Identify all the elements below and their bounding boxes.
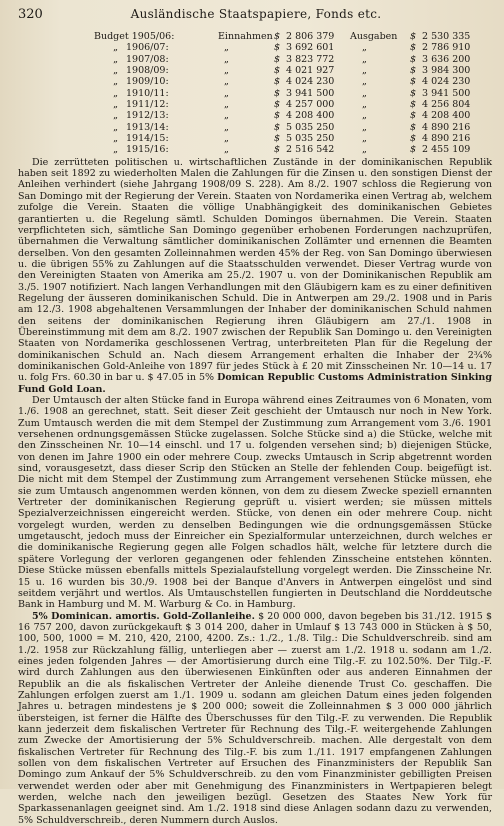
budget-table bbox=[94, 31, 494, 156]
budget-year: 1912/13: bbox=[126, 110, 169, 122]
budget-row bbox=[94, 76, 494, 87]
running-title: Ausländische Staatspapiere, Fonds etc. bbox=[130, 7, 382, 21]
ditto-mark: „ bbox=[113, 121, 118, 133]
budget-row bbox=[94, 144, 494, 155]
ditto-mark: „ bbox=[224, 121, 229, 133]
expenses-value: 4 024 230 bbox=[422, 76, 471, 88]
income-value: 5 035 250 bbox=[286, 133, 335, 145]
budget-row bbox=[94, 99, 494, 110]
expenses-value: 4 256 804 bbox=[422, 99, 471, 111]
body-text bbox=[18, 157, 494, 826]
dollar-sign: $ bbox=[410, 99, 417, 111]
ditto-mark: „ bbox=[224, 76, 229, 88]
dollar-sign: $ bbox=[274, 65, 281, 77]
ditto-mark: „ bbox=[224, 42, 229, 54]
dollar-sign: $ bbox=[274, 31, 281, 42]
ditto-mark: „ bbox=[113, 144, 118, 156]
dollar-sign: $ bbox=[274, 76, 281, 88]
budget-year: 1910/11: bbox=[126, 87, 169, 99]
expenses-value: 2 530 335 bbox=[422, 31, 471, 42]
paragraph-schuldenregelung: Die zerrütteten politischen u. wirtschaftlichen Zustände in der dominikanischen Republik haben seit 1892 zu wiederholten Malen die Zahlungen für die Zinsen u. den sonstigen Dienst der Anleihen verhindert (siehe Jahrgang 1908/09 S. 228). Am 8./2. 1907 schloss die Regierung von San Domingo mit der Regierung der Verein. Staaten von Nordamerika einen Vertrag ab, welchem zufolge die Verein. Staaten die völlige Unabhängigkeit des dominikanischen Gebietes garantierten u. die Regelung sämtl. Schulden Domingos übernahmen. Die Verein. Staaten verpflichteten sich, sämtliche San Domingo gegenüber erhobenen Forderungen nachzuprüfen, übernahmen die Verwaltung sämtlicher dominikanischen Zollämter und ernennen die Beamten derselben. Von den gesamten Zolleinnahmen werden 45% der Reg. von San Domingo überwiesen u. die übrigen 55% zu Zahlungen auf die Staatsschulden verwendet. Dieser Vertrag wurde von den Vereinigten Staaten von Amerika am 25./2. 1907 u. von der Dominikanischen Republik am 3./5. 1907 notifiziert. Nach langen Verhandlungen mit den Gläubigern kam es zu einer definitiven Regelung der äusseren dominikanischen Schuld. Die in Antwerpen am 29./2. 1908 und in Paris am 12./3. 1908 abgehaltenen Versammlungen der Inhaber der dominikanischen Schuld nahmen den seitens der dominikanischen Regierung ihren Gläubigern am 27./1. 1908 in Übereinstimmung mit dem am 8./2. 1907 zwischen der Republik San Domingo u. den Vereinigten Staaten von Nordamerika geschlossenen Vertrag, unterbreiteten Plan für die Regelung der dominikanischen Schuld an. Nach diesem Arrangement erhalten die Inhaber der 2¾% dominikanischen Gold-Anleihe von 1897 für jedes Stück à £ 20 mit Zinsscheinen Nr. 10—14 u. 17 u. folg Frs. 60.30 in bar u. $ 47.05 in 5% Domican Republic Customs Administration Sinking Fund Gold Loan. bbox=[18, 156, 492, 395]
income-value: 2 806 379 bbox=[286, 31, 335, 42]
dollar-sign: $ bbox=[410, 53, 417, 65]
expenses-value: 4 208 400 bbox=[422, 110, 471, 122]
ditto-mark: „ bbox=[224, 110, 229, 122]
budget-year: 1911/12: bbox=[126, 99, 169, 111]
dollar-sign: $ bbox=[410, 76, 417, 88]
budget-row bbox=[94, 122, 494, 133]
expenses-label: Ausgaben bbox=[350, 31, 398, 42]
budget-year: Budget 1905/06: bbox=[94, 31, 175, 42]
dollar-sign: $ bbox=[274, 144, 281, 156]
ditto-mark: „ bbox=[113, 42, 118, 54]
dollar-sign: $ bbox=[410, 110, 417, 122]
ditto-mark: „ bbox=[113, 76, 118, 88]
budget-row bbox=[94, 133, 494, 144]
ditto-mark: „ bbox=[362, 99, 367, 111]
ditto-mark: „ bbox=[224, 53, 229, 65]
ditto-mark: „ bbox=[224, 144, 229, 156]
ditto-mark: „ bbox=[113, 99, 118, 111]
ditto-mark: „ bbox=[224, 65, 229, 77]
dollar-sign: $ bbox=[274, 42, 281, 54]
page-number: 320 bbox=[18, 7, 43, 22]
dollar-sign: $ bbox=[410, 42, 417, 54]
dollar-sign: $ bbox=[410, 144, 417, 156]
dollar-sign: $ bbox=[274, 133, 281, 145]
ditto-mark: „ bbox=[362, 144, 367, 156]
dollar-sign: $ bbox=[274, 110, 281, 122]
budget-year: 1909/10: bbox=[126, 76, 169, 88]
ditto-mark: „ bbox=[224, 87, 229, 99]
ditto-mark: „ bbox=[362, 53, 367, 65]
loan-heading: 5% Dominican. amortis. Gold-Zollanleihe. bbox=[32, 610, 255, 622]
budget-row bbox=[94, 88, 494, 99]
budget-row bbox=[94, 54, 494, 65]
ditto-mark: „ bbox=[362, 76, 367, 88]
ditto-mark: „ bbox=[113, 65, 118, 77]
ditto-mark: „ bbox=[113, 53, 118, 65]
ditto-mark: „ bbox=[224, 99, 229, 111]
income-value: 4 257 000 bbox=[286, 99, 335, 111]
expenses-value: 2 455 109 bbox=[422, 144, 471, 156]
ditto-mark: „ bbox=[113, 133, 118, 145]
budget-year: 1915/16: bbox=[126, 144, 169, 156]
ditto-mark: „ bbox=[224, 133, 229, 145]
expenses-value: 3 636 200 bbox=[422, 53, 471, 65]
expenses-value: 4 890 216 bbox=[422, 133, 471, 145]
income-value: 4 021 927 bbox=[286, 65, 335, 77]
budget-year: 1913/14: bbox=[126, 121, 169, 133]
budget-row bbox=[94, 31, 494, 42]
budget-row bbox=[94, 42, 494, 53]
budget-year: 1908/09: bbox=[126, 65, 169, 77]
income-value: 5 035 250 bbox=[286, 121, 335, 133]
ditto-mark: „ bbox=[113, 110, 118, 122]
expenses-value: 3 941 500 bbox=[422, 87, 471, 99]
dollar-sign: $ bbox=[274, 121, 281, 133]
income-value: 4 024 230 bbox=[286, 76, 335, 88]
dollar-sign: $ bbox=[410, 31, 417, 42]
dollar-sign: $ bbox=[274, 99, 281, 111]
income-value: 3 941 500 bbox=[286, 87, 335, 99]
income-label: Einnahmen bbox=[218, 31, 273, 42]
paragraph-umtausch: Der Umtausch der alten Stücke fand in Europa während eines Zeitraumes von 6 Monaten, vom 1./6. 1908 an gerechnet, statt. Seit dieser Zeit geschieht der Umtausch nur noch in New York. Zum Umtausch werden die mit dem Stempel der Zustimmung zum Arrangement vom 3./6. 1901 versehenen ordnungsgemässen Stücke zugelassen. Solche Stücke sind a) die Stücke, welche mit den Zinsscheinen Nr. 10—14 einschl. und 17 u. folgenden versehen sind; b) diejenigen Stücke, von denen im Jahre 1900 ein oder mehrere Coup. zwecks Umtausch in Scrip abgetrennt worden sind, vorausgesetzt, dass dieser Scrip den Stücken an Stelle der fehlenden Coup. beigefügt ist. Die nicht mit dem Stempel der Zustimmung zum Arrangement versehenen Stücke müssen, ehe sie zum Umtausch angenommen werden können, von dem zu diesem Zwecke speziell ernannten Vertreter der dominikanischen Regierung geprüft u. visiert werden; sie müssen mittels Spezialverzeichnissen eingereicht werden. Stücke, von denen ein oder mehrere Coup. nicht vorgelegt wurden, werden zu denselben Bedingungen wie die ordnungsgemässen Stücke umgetauscht, jedoch muss der Einreicher ein Spezialformular unterzeichnen, durch welches er die dominikanische Regierung gegen alle Folgen schadlos hält, welche für letztere durch die spätere Vorlegung der verloren gegangenen oder fehlenden Zinsscheine entstehen könnten. Diese Stücke müssen ebenfalls mittels Spezialaufstellung vorgelegt werden. Die Zinsscheine Nr. 15 u. 16 wurden bis 30./9. 1908 bei der Banque d'Anvers in Antwerpen eingelöst und sind seitdem verjährt und wertlos. Als Umtauschstellen fungierten in Deutschland die Norddeutsche Bank in Hamburg und M. M. Warburg & Co. in Hamburg. bbox=[18, 395, 492, 611]
paragraph-zollanleihe: 5% Dominican. amortis. Gold-Zollanleihe. $ 20 000 000, davon begeben bis 31./12. 1915 $ 16 757 200, davon zurückgekauft $ 3 014 200, daher in Umlauf $ 13 743 000 in Stücken à $ 50, 100, 500, 1000 = M. 210, 420, 2100, 4200. Zs.: 1./2., 1./8. Tilg.: Die Schuldverschreib. sind am 1./2. 1958 zur Rückzahlung fällig, unterliegen aber — zuerst am 1./2. 1918 u. sodann am 1./2. eines jeden folgenden Jahres — der Amortisierung durch eine Tilg.-F. zu 102.50%. Der Tilg.-F. wird durch Zahlungen aus den überwiesenen Einkünften oder aus anderen Einnahmen der Republik an die als fiskalischen Vertreter der Anleihe dienende Trust Co. geschaffen. Die Zahlungen erfolgen zuerst am 1./1. 1909 u. sodann am gleichen Datum eines jeden folgenden Jahres u. betragen mindestens je $ 200 000; soweit die Zolleinnahmen $ 3 000 000 jährlich übersteigen, ist ferner die Hälfte des Überschusses für den Tilg.-F. zu verwenden. Die Republik kann jederzeit dem fiskalischen Vertreter für Rechnung des Tilg.-F. weitergehende Zahlungen zum Zwecke der Amortisierung der 5% Schuldverschreib. machen. Alle dergestalt von dem fiskalischen Vertreter für Rechnung des Tilg.-F. bis zum 1./11. 1917 empfangenen Zahlungen sollen von dem fiskalischen Vertreter auf Ersuchen des Finanzministers der Republik San Domingo zum Ankauf der 5% Schuldverschreib. zu den vom Finanzminister gebilligten Preisen verwendet werden oder aber mit Genehmigung des Finanzministers in Wertpapieren belegt werden, welche nach den jeweiligen bezügl. Gesetzen des Staates New York für Sparkassenanlagen geeignet sind. Am 1./2. 1918 sind diese Anlagen sodann dazu zu verwenden, 5% Schuldverschreib., deren Nummern durch Auslos. bbox=[18, 610, 492, 826]
budget-year: 1914/15: bbox=[126, 133, 169, 145]
ditto-mark: „ bbox=[362, 65, 367, 77]
income-value: 3 823 772 bbox=[286, 53, 335, 65]
expenses-value: 3 984 300 bbox=[422, 65, 471, 77]
budget-year: 1906/07: bbox=[126, 42, 169, 54]
ditto-mark: „ bbox=[362, 110, 367, 122]
budget-row bbox=[94, 110, 494, 121]
budget-row bbox=[94, 65, 494, 76]
page-header bbox=[18, 6, 494, 23]
income-value: 4 208 400 bbox=[286, 110, 335, 122]
dollar-sign: $ bbox=[410, 87, 417, 99]
dollar-sign: $ bbox=[410, 65, 417, 77]
dollar-sign: $ bbox=[410, 121, 417, 133]
income-value: 3 692 601 bbox=[286, 42, 335, 54]
budget-year: 1907/08: bbox=[126, 53, 169, 65]
dollar-sign: $ bbox=[274, 87, 281, 99]
expenses-value: 4 890 216 bbox=[422, 121, 471, 133]
ditto-mark: „ bbox=[362, 133, 367, 145]
ditto-mark: „ bbox=[362, 42, 367, 54]
ditto-mark: „ bbox=[362, 87, 367, 99]
ditto-mark: „ bbox=[362, 121, 367, 133]
income-value: 2 516 542 bbox=[286, 144, 335, 156]
dollar-sign: $ bbox=[410, 133, 417, 145]
loan-name: Domican Republic Customs Administration Sinking Fund Gold Loan. bbox=[18, 372, 492, 395]
ditto-mark: „ bbox=[113, 87, 118, 99]
dollar-sign: $ bbox=[274, 53, 281, 65]
expenses-value: 2 786 910 bbox=[422, 42, 471, 54]
